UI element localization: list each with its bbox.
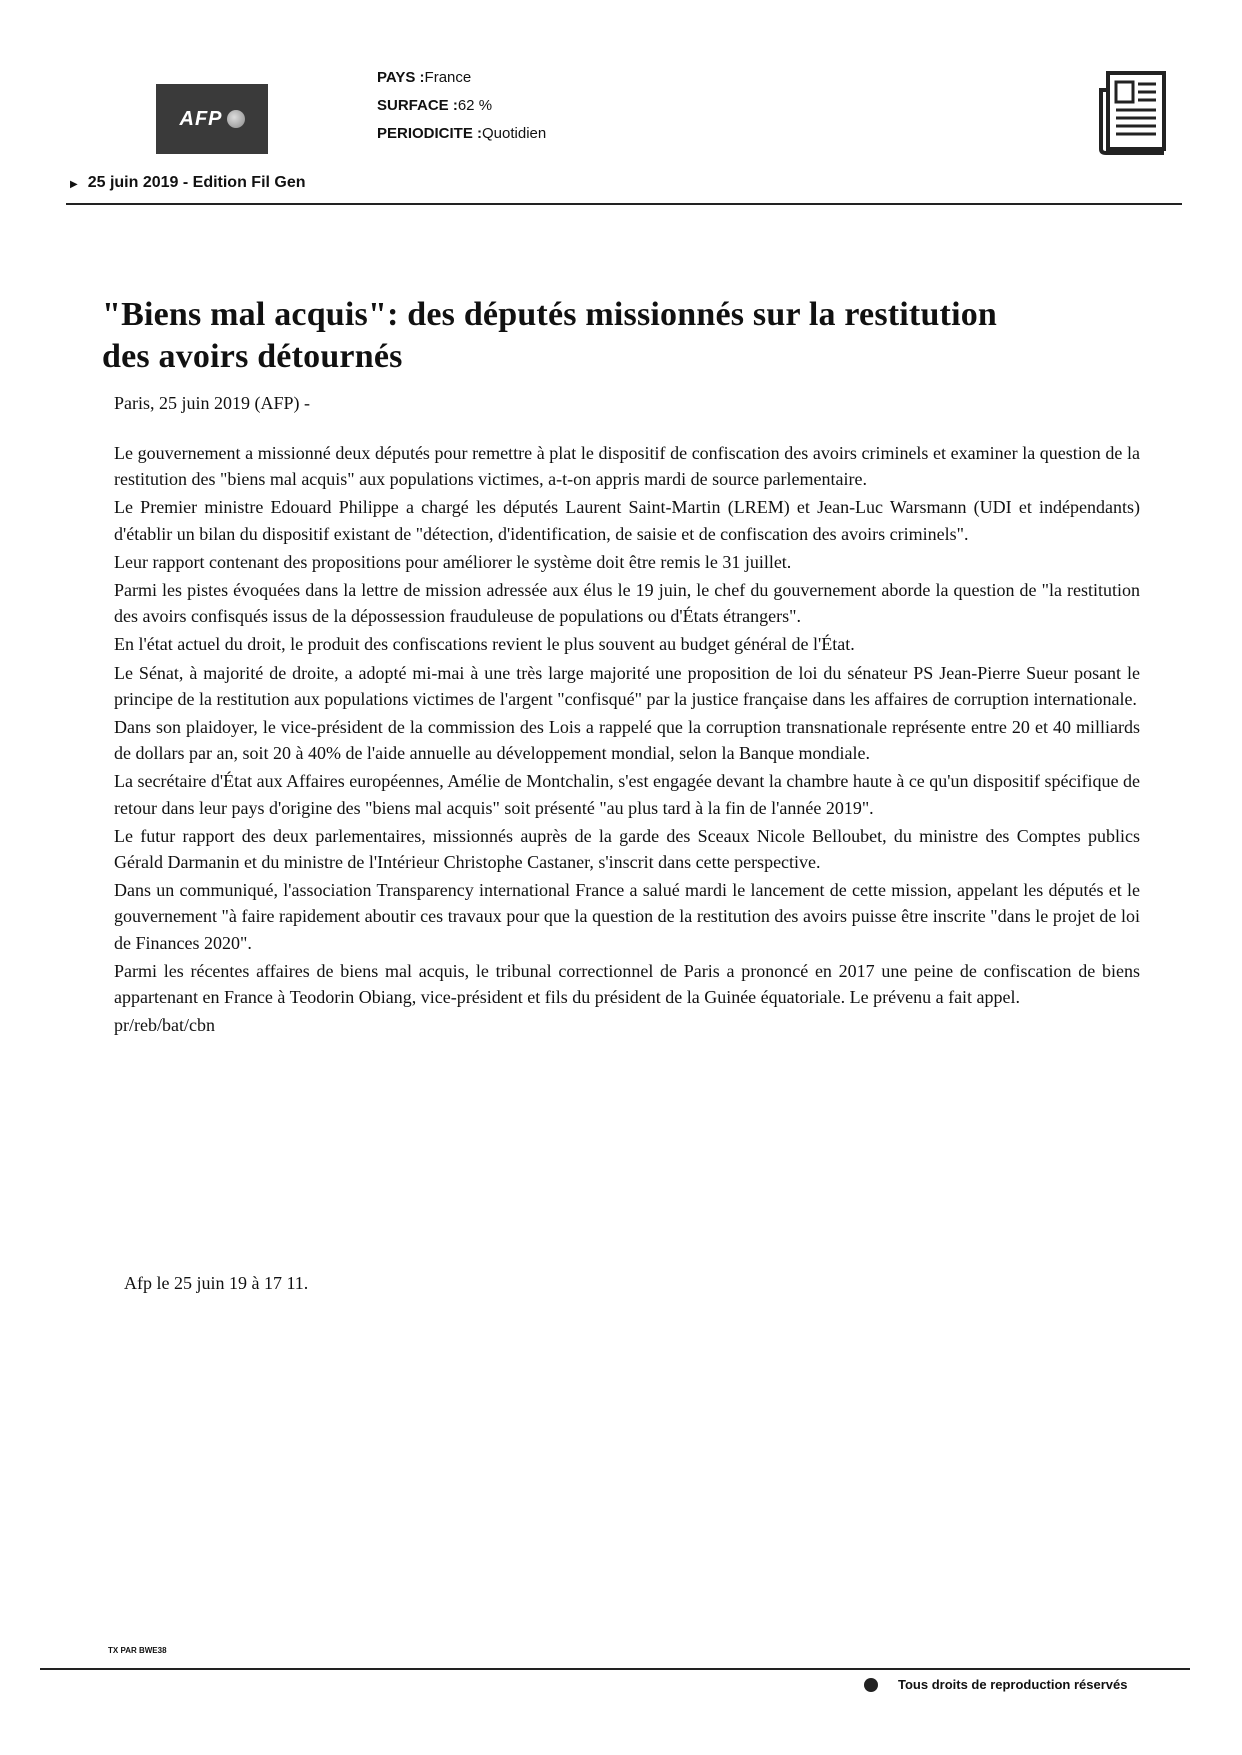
paragraph: Parmi les pistes évoquées dans la lettre de mission adressée aux élus le 19 juin, le chef du gouvernement aborde la question de "la restitution des avoirs confisqués issus de la dépossession frauduleuse de populations ou d'États étrangers". [114, 580, 1140, 627]
article-body [114, 440, 1140, 1040]
transmission-code: TX PAR BWE38 [108, 1646, 167, 1655]
paragraph: Dans son plaidoyer, le vice-président de la commission des Lois a rappelé que la corruption transnationale représente entre 20 et 40 milliards de dollars par an, soit 20 à 40% de l'aide annuelle au développement mondial, selon la Banque mondiale. [114, 717, 1140, 764]
meta-surface: SURFACE :62 % [377, 97, 493, 114]
logo-text: AFP [179, 107, 223, 130]
paragraph: Le Sénat, à majorité de droite, a adopté mi-mai à une très large majorité une proposition de loi du sénateur PS Jean-Pierre Sueur posant le principe de la restitution aux populations victimes de l'argent "confisqué" par la justice française dans les affaires de corruption internationale. [114, 662, 1140, 709]
paragraph: Parmi les récentes affaires de biens mal acquis, le tribunal correctionnel de Paris a prononcé en 2017 une peine de confiscation de biens appartenant en France à Teodorin Obiang, vice-président et fils du président de la Guinée équatoriale. Le prévenu a fait appel. [114, 960, 1140, 1008]
bullet-icon [864, 1678, 878, 1692]
arrow-right-icon: ▶ [70, 179, 78, 190]
header-divider [66, 203, 1182, 205]
newspaper-icon [1098, 70, 1176, 156]
rights-notice: Tous droits de reproduction réservés [864, 1677, 1127, 1692]
globe-icon [227, 110, 245, 128]
meta-periodicity: PERIODICITE :Quotidien [377, 125, 547, 142]
article-title: "Biens mal acquis": des députés missionnés sur la restitution des avoirs détournés [102, 296, 998, 375]
paragraph: Le Premier ministre Edouard Philippe a chargé les députés Laurent Saint-Martin (LREM) et Jean-Luc Warsmann (UDI et indépendants) d'établir un bilan du dispositif existant de "détection, d'identification, de saisie et de confiscation des avoirs criminels". [114, 497, 1140, 544]
paragraph: Le futur rapport des deux parlementaires, missionnés auprès de la garde des Sceaux Nicole Belloubet, du ministre des Comptes publics Gérald Darmanin et du ministre de l'Intérieur Christophe Castaner, s'inscrit dans cette perspective. [114, 825, 1140, 873]
paragraph: Dans un communiqué, l'association Transparency international France a salué mardi le lancement de cette mission, appelant les députés et le gouvernement "à faire rapidement aboutir ces travaux pour que la question de la restitution des avoirs puisse être inscrite "dans le projet de loi de Finances 2020". [114, 880, 1140, 953]
publication-meta [377, 64, 546, 148]
paragraph: La secrétaire d'État aux Affaires européennes, Amélie de Montchalin, s'est engagée devant la chambre haute à ce qu'un dispositif spécifique de retour dans leur pays d'origine des "biens mal acquis" soit présenté "au plus tard à la fin de l'année 2019". [114, 771, 1140, 818]
dispatch-timestamp: Afp le 25 juin 19 à 17 11. [124, 1273, 309, 1293]
author-signature: pr/reb/bat/cbn [114, 1015, 215, 1036]
paragraph: Leur rapport contenant des propositions pour améliorer le système doit être remis le 31 juillet. [114, 551, 792, 572]
paragraph: En l'état actuel du droit, le produit des confiscations revient le plus souvent au budget général de l'État. [114, 634, 855, 655]
footer-divider [40, 1668, 1190, 1670]
afp-logo [156, 84, 268, 154]
meta-country: PAYS :France [377, 69, 472, 86]
dateline: Paris, 25 juin 2019 (AFP) - [114, 393, 311, 413]
paragraph: Le gouvernement a missionné deux députés pour remettre à plat le dispositif de confiscation des avoirs criminels et examiner la question de la restitution des "biens mal acquis" aux populations victimes, a-t-on appris mardi de source parlementaire. [114, 443, 1140, 490]
edition-line: ▶ 25 juin 2019 - Edition Fil Gen [70, 174, 306, 191]
